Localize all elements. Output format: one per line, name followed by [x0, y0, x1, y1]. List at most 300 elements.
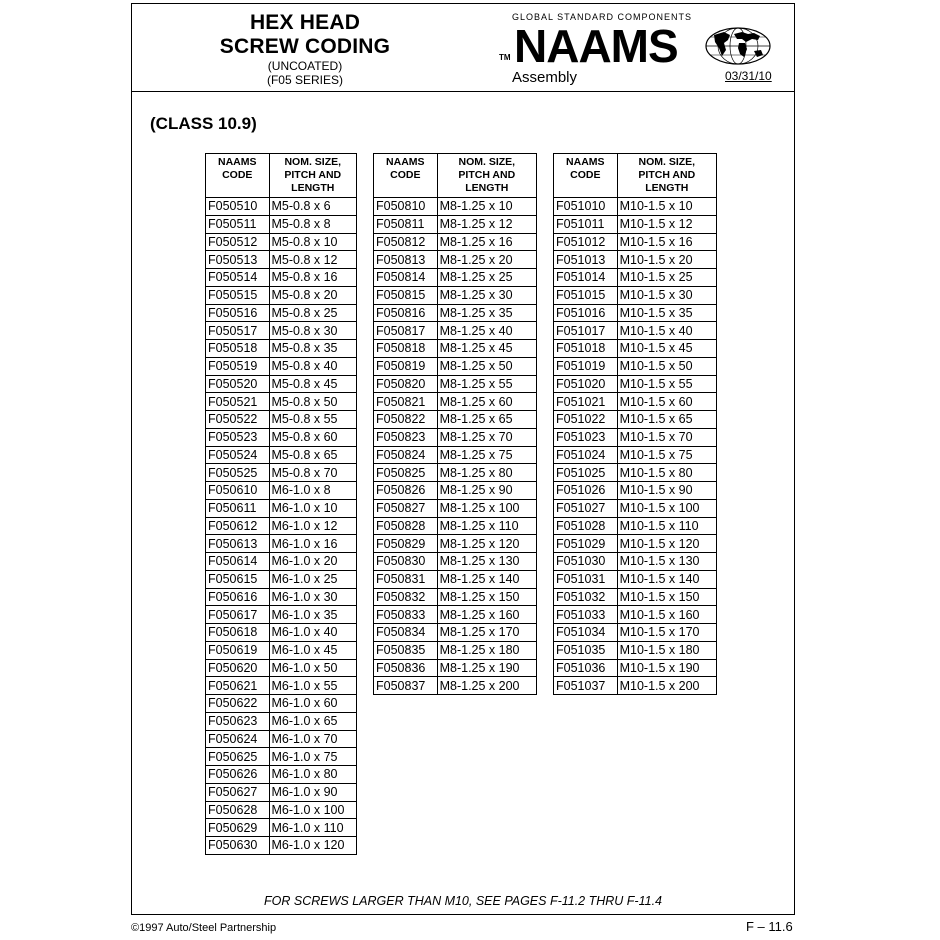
code-cell: F050630 — [206, 837, 270, 855]
size-cell: M5-0.8 x 55 — [269, 411, 357, 429]
size-cell: M10-1.5 x 55 — [617, 375, 716, 393]
table-row — [554, 428, 717, 446]
table-row — [206, 251, 357, 269]
size-cell: M8-1.25 x 12 — [437, 215, 536, 233]
size-cell: M10-1.5 x 10 — [617, 198, 716, 216]
code-cell: F050626 — [206, 766, 270, 784]
header-text: CODE — [222, 169, 253, 181]
size-cell: M5-0.8 x 12 — [269, 251, 357, 269]
table-row — [374, 446, 537, 464]
column-header-code — [206, 154, 270, 198]
size-cell: M5-0.8 x 35 — [269, 340, 357, 358]
trademark-mark: TM — [499, 53, 511, 62]
code-cell: F050515 — [206, 286, 270, 304]
table-row — [206, 783, 357, 801]
size-cell: M8-1.25 x 25 — [437, 269, 536, 287]
table-row — [374, 428, 537, 446]
size-cell: M8-1.25 x 55 — [437, 375, 536, 393]
code-cell: F050628 — [206, 801, 270, 819]
size-cell: M8-1.25 x 50 — [437, 357, 536, 375]
column-header-size — [269, 154, 357, 198]
copyright: ©1997 Auto/Steel Partnership — [131, 922, 277, 934]
table-row — [374, 499, 537, 517]
code-cell: F050522 — [206, 411, 270, 429]
code-cell: F050624 — [206, 730, 270, 748]
table-header-row — [206, 154, 357, 198]
table-row — [206, 801, 357, 819]
class-label: (CLASS 10.9) — [150, 114, 257, 133]
code-cell: F051016 — [554, 304, 618, 322]
table-row — [554, 606, 717, 624]
table-row — [374, 570, 537, 588]
header-text: LENGTH — [465, 182, 509, 194]
code-cell: F051015 — [554, 286, 618, 304]
code-cell: F050622 — [206, 695, 270, 713]
code-cell: F050525 — [206, 464, 270, 482]
size-cell: M8-1.25 x 150 — [437, 588, 536, 606]
size-cell: M6-1.0 x 35 — [269, 606, 357, 624]
size-cell: M5-0.8 x 50 — [269, 393, 357, 411]
code-cell: F050822 — [374, 411, 438, 429]
table-row — [374, 215, 537, 233]
size-cell: M10-1.5 x 35 — [617, 304, 716, 322]
code-cell: F050823 — [374, 428, 438, 446]
code-cell: F050835 — [374, 641, 438, 659]
size-cell: M8-1.25 x 100 — [437, 499, 536, 517]
code-cell: F051011 — [554, 215, 618, 233]
size-cell: M6-1.0 x 65 — [269, 712, 357, 730]
size-cell: M8-1.25 x 80 — [437, 464, 536, 482]
size-cell: M10-1.5 x 20 — [617, 251, 716, 269]
code-cell: F051026 — [554, 482, 618, 500]
code-cell: F051014 — [554, 269, 618, 287]
size-cell: M5-0.8 x 60 — [269, 428, 357, 446]
size-cell: M10-1.5 x 100 — [617, 499, 716, 517]
table-row — [206, 482, 357, 500]
column-header-code — [554, 154, 618, 198]
table-row — [554, 499, 717, 517]
code-cell: F051018 — [554, 340, 618, 358]
code-cell: F050831 — [374, 570, 438, 588]
code-cell: F051029 — [554, 535, 618, 553]
globe-icon — [704, 26, 772, 66]
size-cell: M10-1.5 x 40 — [617, 322, 716, 340]
code-cell: F050832 — [374, 588, 438, 606]
code-cell: F050619 — [206, 641, 270, 659]
code-cell: F050828 — [374, 517, 438, 535]
table-row — [206, 304, 357, 322]
size-cell: M10-1.5 x 70 — [617, 428, 716, 446]
table-row — [206, 677, 357, 695]
table-row — [206, 233, 357, 251]
table-row — [374, 641, 537, 659]
code-cell: F050511 — [206, 215, 270, 233]
code-cell: F050834 — [374, 624, 438, 642]
code-cell: F050811 — [374, 215, 438, 233]
code-cell: F051027 — [554, 499, 618, 517]
table-row — [554, 411, 717, 429]
code-cell: F050814 — [374, 269, 438, 287]
size-cell: M6-1.0 x 12 — [269, 517, 357, 535]
table-row — [374, 375, 537, 393]
table-row — [554, 286, 717, 304]
code-cell: F050512 — [206, 233, 270, 251]
table-row — [206, 428, 357, 446]
table-row — [374, 677, 537, 695]
table-row — [554, 624, 717, 642]
table-row — [374, 535, 537, 553]
table-row — [554, 553, 717, 571]
table-row — [554, 570, 717, 588]
size-cell: M10-1.5 x 120 — [617, 535, 716, 553]
size-cell: M5-0.8 x 70 — [269, 464, 357, 482]
size-cell: M6-1.0 x 30 — [269, 588, 357, 606]
size-cell: M8-1.25 x 30 — [437, 286, 536, 304]
table-row — [206, 517, 357, 535]
code-cell: F050611 — [206, 499, 270, 517]
screw-code-table-m8 — [373, 153, 537, 695]
header-text: CODE — [570, 169, 601, 181]
table-row — [374, 269, 537, 287]
code-cell: F050620 — [206, 659, 270, 677]
table-row — [554, 446, 717, 464]
header-text: PITCH AND — [284, 169, 342, 181]
table-row — [206, 269, 357, 287]
size-cell: M5-0.8 x 65 — [269, 446, 357, 464]
table-row — [374, 624, 537, 642]
code-cell: F050616 — [206, 588, 270, 606]
code-cell: F051032 — [554, 588, 618, 606]
header-text: NAAMS — [566, 156, 605, 168]
screw-code-table-m10 — [553, 153, 717, 695]
code-cell: F051025 — [554, 464, 618, 482]
table-row — [206, 393, 357, 411]
size-cell: M10-1.5 x 170 — [617, 624, 716, 642]
table-row — [374, 322, 537, 340]
size-cell: M8-1.25 x 170 — [437, 624, 536, 642]
table-row — [206, 766, 357, 784]
table-row — [374, 357, 537, 375]
header-text: NAAMS — [386, 156, 425, 168]
table-row — [206, 837, 357, 855]
code-cell: F051031 — [554, 570, 618, 588]
code-cell: F051017 — [554, 322, 618, 340]
table-row — [554, 251, 717, 269]
size-cell: M6-1.0 x 45 — [269, 641, 357, 659]
table-row — [554, 269, 717, 287]
table-row — [374, 304, 537, 322]
table-row — [554, 198, 717, 216]
table-row — [206, 553, 357, 571]
size-cell: M5-0.8 x 6 — [269, 198, 357, 216]
code-cell: F050816 — [374, 304, 438, 322]
table-row — [206, 215, 357, 233]
size-cell: M5-0.8 x 25 — [269, 304, 357, 322]
code-cell: F050827 — [374, 499, 438, 517]
code-cell: F050613 — [206, 535, 270, 553]
code-cell: F050615 — [206, 570, 270, 588]
code-cell: F050520 — [206, 375, 270, 393]
code-cell: F050830 — [374, 553, 438, 571]
table-row — [374, 517, 537, 535]
subtitle-line-2: (F05 SERIES) — [266, 73, 344, 87]
size-cell: M6-1.0 x 120 — [269, 837, 357, 855]
code-cell: F050818 — [374, 340, 438, 358]
table-row — [206, 411, 357, 429]
size-cell: M8-1.25 x 45 — [437, 340, 536, 358]
footnote: FOR SCREWS LARGER THAN M10, SEE PAGES F-11.2 THRU F-11.4 — [264, 894, 662, 908]
table-row — [374, 340, 537, 358]
table-row — [554, 322, 717, 340]
table-row — [554, 464, 717, 482]
table-row — [374, 251, 537, 269]
code-cell: F050518 — [206, 340, 270, 358]
header-text: NOM. SIZE, — [284, 156, 342, 168]
size-cell: M8-1.25 x 160 — [437, 606, 536, 624]
size-cell: M5-0.8 x 16 — [269, 269, 357, 287]
size-cell: M6-1.0 x 20 — [269, 553, 357, 571]
brand-name: NAAMS — [514, 20, 678, 72]
size-cell: M6-1.0 x 75 — [269, 748, 357, 766]
size-cell: M8-1.25 x 70 — [437, 428, 536, 446]
table-row — [554, 677, 717, 695]
size-cell: M10-1.5 x 90 — [617, 482, 716, 500]
code-cell: F050627 — [206, 783, 270, 801]
header-text: NOM. SIZE, — [638, 156, 696, 168]
code-cell: F050833 — [374, 606, 438, 624]
table-row — [206, 570, 357, 588]
size-cell: M10-1.5 x 80 — [617, 464, 716, 482]
table-row — [374, 659, 537, 677]
table-row — [374, 464, 537, 482]
size-cell: M5-0.8 x 40 — [269, 357, 357, 375]
table-row — [554, 340, 717, 358]
size-cell: M6-1.0 x 55 — [269, 677, 357, 695]
column-header-code — [374, 154, 438, 198]
size-cell: M6-1.0 x 70 — [269, 730, 357, 748]
header-text: LENGTH — [291, 182, 335, 194]
title-line-1: HEX HEAD — [249, 11, 361, 34]
size-cell: M6-1.0 x 110 — [269, 819, 357, 837]
size-cell: M10-1.5 x 200 — [617, 677, 716, 695]
document-date: 03/31/10 — [725, 69, 772, 83]
code-cell: F050837 — [374, 677, 438, 695]
table-row — [206, 357, 357, 375]
table-row — [374, 553, 537, 571]
code-cell: F051010 — [554, 198, 618, 216]
size-cell: M5-0.8 x 45 — [269, 375, 357, 393]
screw-code-table-m5-m6 — [205, 153, 357, 855]
size-cell: M6-1.0 x 100 — [269, 801, 357, 819]
table-row — [206, 730, 357, 748]
code-cell: F050524 — [206, 446, 270, 464]
size-cell: M10-1.5 x 30 — [617, 286, 716, 304]
table-row — [206, 695, 357, 713]
code-cell: F051023 — [554, 428, 618, 446]
table-row — [374, 393, 537, 411]
size-cell: M10-1.5 x 110 — [617, 517, 716, 535]
size-cell: M5-0.8 x 10 — [269, 233, 357, 251]
size-cell: M8-1.25 x 75 — [437, 446, 536, 464]
code-cell: F051021 — [554, 393, 618, 411]
table-row — [374, 198, 537, 216]
size-cell: M10-1.5 x 75 — [617, 446, 716, 464]
size-cell: M6-1.0 x 40 — [269, 624, 357, 642]
document-title — [175, 11, 435, 87]
size-cell: M10-1.5 x 160 — [617, 606, 716, 624]
code-cell: F050610 — [206, 482, 270, 500]
size-cell: M5-0.8 x 8 — [269, 215, 357, 233]
table-row — [206, 464, 357, 482]
table-row — [374, 233, 537, 251]
code-cell: F051037 — [554, 677, 618, 695]
code-cell: F050625 — [206, 748, 270, 766]
header-text: NOM. SIZE, — [458, 156, 516, 168]
size-cell: M8-1.25 x 20 — [437, 251, 536, 269]
size-cell: M8-1.25 x 65 — [437, 411, 536, 429]
brand-tagline: GLOBAL STANDARD COMPONENTS — [512, 12, 693, 22]
header-text: PITCH AND — [638, 169, 696, 181]
code-cell: F051035 — [554, 641, 618, 659]
table-row — [374, 482, 537, 500]
table-row — [554, 588, 717, 606]
table-row — [554, 482, 717, 500]
code-cell: F050820 — [374, 375, 438, 393]
header-text: LENGTH — [645, 182, 689, 194]
table-row — [374, 606, 537, 624]
code-cell: F050826 — [374, 482, 438, 500]
table-row — [554, 535, 717, 553]
size-cell: M8-1.25 x 10 — [437, 198, 536, 216]
size-cell: M8-1.25 x 200 — [437, 677, 536, 695]
size-cell: M10-1.5 x 45 — [617, 340, 716, 358]
code-cell: F050829 — [374, 535, 438, 553]
size-cell: M6-1.0 x 80 — [269, 766, 357, 784]
code-cell: F050521 — [206, 393, 270, 411]
table-row — [554, 375, 717, 393]
table-row — [554, 641, 717, 659]
table-row — [206, 499, 357, 517]
table-row — [374, 411, 537, 429]
size-cell: M10-1.5 x 190 — [617, 659, 716, 677]
table-row — [554, 357, 717, 375]
size-cell: M10-1.5 x 65 — [617, 411, 716, 429]
table-row — [206, 322, 357, 340]
code-cell: F051013 — [554, 251, 618, 269]
code-cell: F051036 — [554, 659, 618, 677]
size-cell: M10-1.5 x 140 — [617, 570, 716, 588]
size-cell: M5-0.8 x 30 — [269, 322, 357, 340]
size-cell: M8-1.25 x 60 — [437, 393, 536, 411]
code-cell: F051012 — [554, 233, 618, 251]
size-cell: M10-1.5 x 16 — [617, 233, 716, 251]
size-cell: M10-1.5 x 60 — [617, 393, 716, 411]
table-row — [554, 659, 717, 677]
table-row — [206, 446, 357, 464]
code-cell: F050821 — [374, 393, 438, 411]
size-cell: M10-1.5 x 180 — [617, 641, 716, 659]
code-cell: F050824 — [374, 446, 438, 464]
size-cell: M6-1.0 x 16 — [269, 535, 357, 553]
table-header-row — [554, 154, 717, 198]
code-cell: F050519 — [206, 357, 270, 375]
size-cell: M8-1.25 x 35 — [437, 304, 536, 322]
size-cell: M5-0.8 x 20 — [269, 286, 357, 304]
table-row — [206, 340, 357, 358]
code-cell: F050513 — [206, 251, 270, 269]
size-cell: M10-1.5 x 50 — [617, 357, 716, 375]
size-cell: M10-1.5 x 130 — [617, 553, 716, 571]
size-cell: M8-1.25 x 140 — [437, 570, 536, 588]
table-row — [206, 286, 357, 304]
code-cell: F050514 — [206, 269, 270, 287]
size-cell: M8-1.25 x 190 — [437, 659, 536, 677]
size-cell: M6-1.0 x 90 — [269, 783, 357, 801]
code-cell: F050517 — [206, 322, 270, 340]
size-cell: M8-1.25 x 110 — [437, 517, 536, 535]
code-cell: F050618 — [206, 624, 270, 642]
code-cell: F051034 — [554, 624, 618, 642]
size-cell: M8-1.25 x 90 — [437, 482, 536, 500]
code-cell: F050819 — [374, 357, 438, 375]
header-text: PITCH AND — [458, 169, 516, 181]
size-cell: M6-1.0 x 60 — [269, 695, 357, 713]
code-cell: F050617 — [206, 606, 270, 624]
size-cell: M6-1.0 x 10 — [269, 499, 357, 517]
size-cell: M8-1.25 x 130 — [437, 553, 536, 571]
size-cell: M10-1.5 x 12 — [617, 215, 716, 233]
code-cell: F050523 — [206, 428, 270, 446]
section-label: Assembly — [512, 69, 578, 86]
table-row — [206, 712, 357, 730]
code-cell: F050825 — [374, 464, 438, 482]
code-cell: F050614 — [206, 553, 270, 571]
code-cell: F051033 — [554, 606, 618, 624]
code-cell: F050817 — [374, 322, 438, 340]
code-cell: F050612 — [206, 517, 270, 535]
table-row — [206, 198, 357, 216]
header-text: CODE — [390, 169, 421, 181]
table-row — [206, 641, 357, 659]
code-cell: F051028 — [554, 517, 618, 535]
table-row — [206, 748, 357, 766]
page-number: F – 11.6 — [746, 919, 793, 934]
table-row — [206, 624, 357, 642]
code-cell: F051030 — [554, 553, 618, 571]
table-row — [554, 215, 717, 233]
table-row — [206, 819, 357, 837]
code-cell: F051020 — [554, 375, 618, 393]
size-cell: M8-1.25 x 40 — [437, 322, 536, 340]
column-header-size — [617, 154, 716, 198]
size-cell: M10-1.5 x 150 — [617, 588, 716, 606]
size-cell: M8-1.25 x 16 — [437, 233, 536, 251]
column-header-size — [437, 154, 536, 198]
code-cell: F050621 — [206, 677, 270, 695]
table-row — [554, 393, 717, 411]
table-row — [206, 588, 357, 606]
code-cell: F050623 — [206, 712, 270, 730]
code-cell: F050810 — [374, 198, 438, 216]
code-cell: F050836 — [374, 659, 438, 677]
header-text: NAAMS — [218, 156, 257, 168]
code-cell: F050629 — [206, 819, 270, 837]
table-row — [554, 304, 717, 322]
size-cell: M8-1.25 x 120 — [437, 535, 536, 553]
size-cell: M6-1.0 x 8 — [269, 482, 357, 500]
table-row — [554, 233, 717, 251]
table-row — [206, 535, 357, 553]
